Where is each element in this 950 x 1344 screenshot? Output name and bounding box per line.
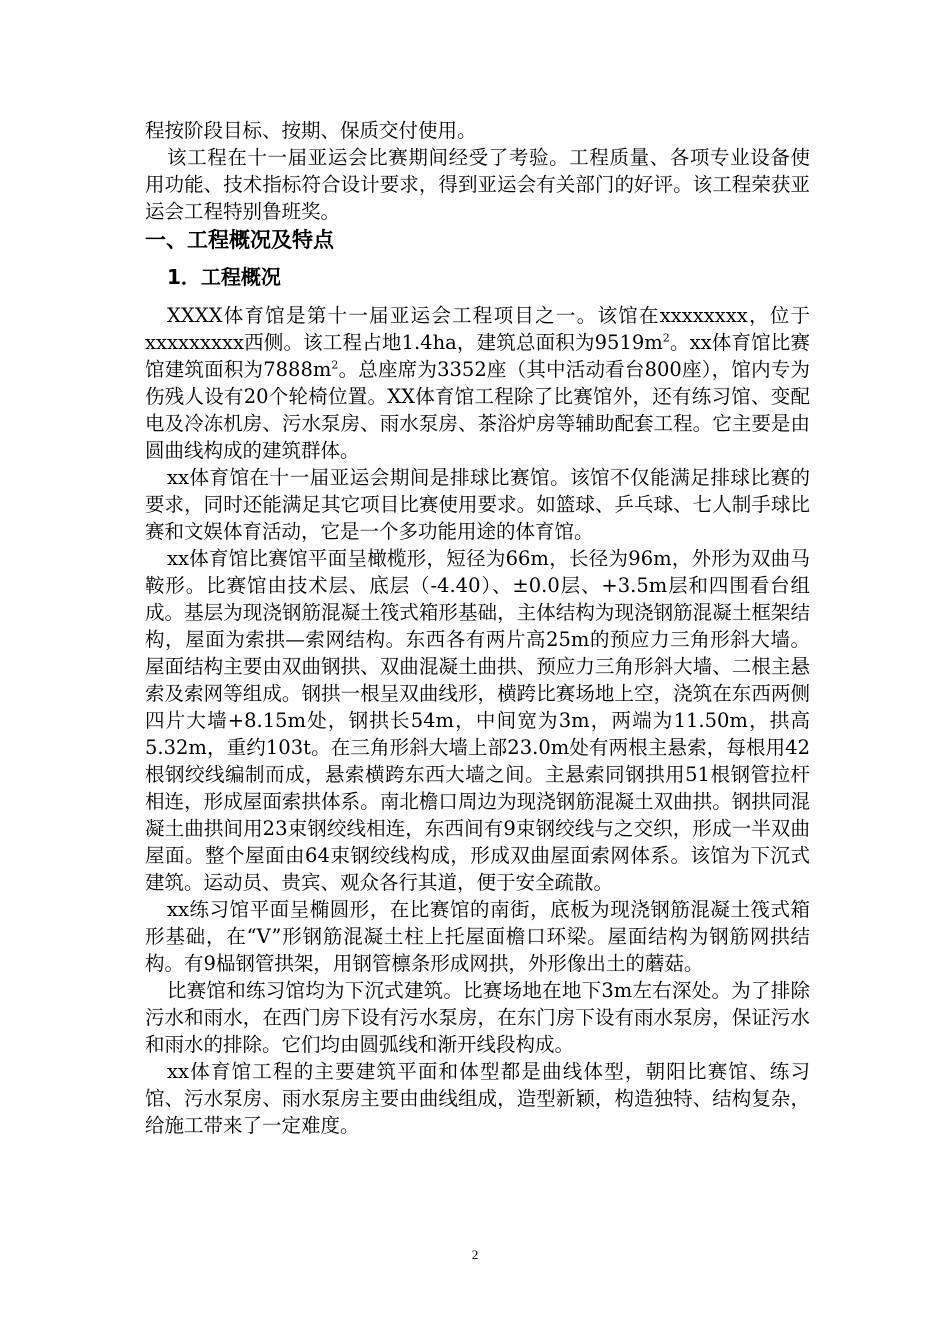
paragraph-curved-forms: xx体育馆工程的主要建筑平面和体型都是曲线体型，朝阳比赛馆、练习馆、污水泵房、雨水泵房主要由曲线组成，造型新颖，构造独特、结构复杂，给施工带来了一定难度。 [145, 1060, 810, 1137]
paragraph-award: 该工程在十一届亚运会比赛期间经受了考验。工程质量、各项专业设备使用功能、技术指标符合设计要求，得到亚运会有关部门的好评。该工程荣获亚运会工程特别鲁班奖。 [145, 146, 810, 223]
superscript: 2 [331, 358, 339, 372]
overview-text-c: 。总座席为3352座（其中活动看台800座），馆内专为伤残人设有20个轮椅位置。XX体育馆工程除了比赛馆外，还有练习馆、变配电及冷冻机房、污水泵房、雨水泵房、茶浴炉房等辅助配套工程。它主要是由圆曲线构成的建筑群体。 [145, 358, 810, 462]
paragraph-practice-hall: xx练习馆平面呈椭圆形，在比赛馆的南街，底板为现浇钢筋混凝土筏式箱形基础，在“V”形钢筋混凝土柱上托屋面檐口环梁。屋面结构为钢筋网拱结构。有9榀钢管拱架，用钢管檩条形成网拱，外形像出土的蘑菇。 [145, 898, 810, 975]
document-body [145, 117, 810, 1139]
paragraph-continuation: 程按阶段目标、按期、保质交付使用。 [145, 119, 477, 142]
page-number: 2 [471, 1247, 479, 1262]
overview-text-b: 。xx体育馆比赛馆建筑面积为7888m [145, 331, 811, 381]
superscript: 2 [662, 331, 670, 345]
section-heading: 一、工程概况及特点 [145, 228, 334, 252]
paragraph-sunken-building: 比赛馆和练习馆均为下沉式建筑。比赛场地在地下3m左右深处。为了排除污水和雨水，在西门房下设有污水泵房，在东门房下设有雨水泵房，保证污水和雨水的排除。它们均由圆弧线和渐开线段构成。 [145, 979, 810, 1056]
paragraph-overview [145, 302, 810, 464]
subsection-heading: 1．工程概况 [167, 265, 281, 289]
paragraph-structure: xx体育馆比赛馆平面呈橄榄形，短径为66m，长径为96m，外形为双曲马鞍形。比赛馆由技术层、底层（-4.40）、±0.0层、+3.5m层和四围看台组成。基层为现浇钢筋混凝土筏式箱形基础，主体结构为现浇钢筋混凝土框架结构，屋面为索拱—索网结构。东西各有两片高25m的预应力三角形斜大墙。屋面结构主要由双曲钢拱、双曲混凝土曲拱、预应力三角形斜大墙、二根主悬索及索网等组成。钢拱一根呈双曲线形，横跨比赛场地上空，浇筑在东西两侧四片大墙+8.15m处，钢拱长54m，中间宽为3m，两端为11.50m，拱高5.32m，重约103t。在三角形斜大墙上部23.0m处有两根主悬索，每根用42根钢绞线编制而成，悬索横跨东西大墙之间。主悬索同钢拱用51根钢管拉杆相连，形成屋面索拱体系。南北檐口周边为现浇钢筋混凝土双曲拱。钢拱同混凝土曲拱间用23束钢绞线相连，东西间有9束钢绞线与之交织，形成一半双曲屋面。整个屋面由64束钢绞线构成，形成双曲屋面索网体系。该馆为下沉式建筑。运动员、贵宾、观众各行其道，便于安全疏散。 [145, 547, 810, 894]
paragraph-usage: xx体育馆在十一届亚运会期间是排球比赛馆。该馆不仅能满足排球比赛的要求，同时还能满足其它项目比赛使用要求。如篮球、乒乓球、七人制手球比赛和文娱体育活动，它是一个多功能用途的体育馆。 [145, 466, 810, 543]
overview-text-a: XXXX体育馆是第十一届亚运会工程项目之一。该馆在xxxxxxxx，位于xxxxxxxxx西侧。该工程占地1.4ha，建筑总面积为9519m [145, 304, 810, 354]
